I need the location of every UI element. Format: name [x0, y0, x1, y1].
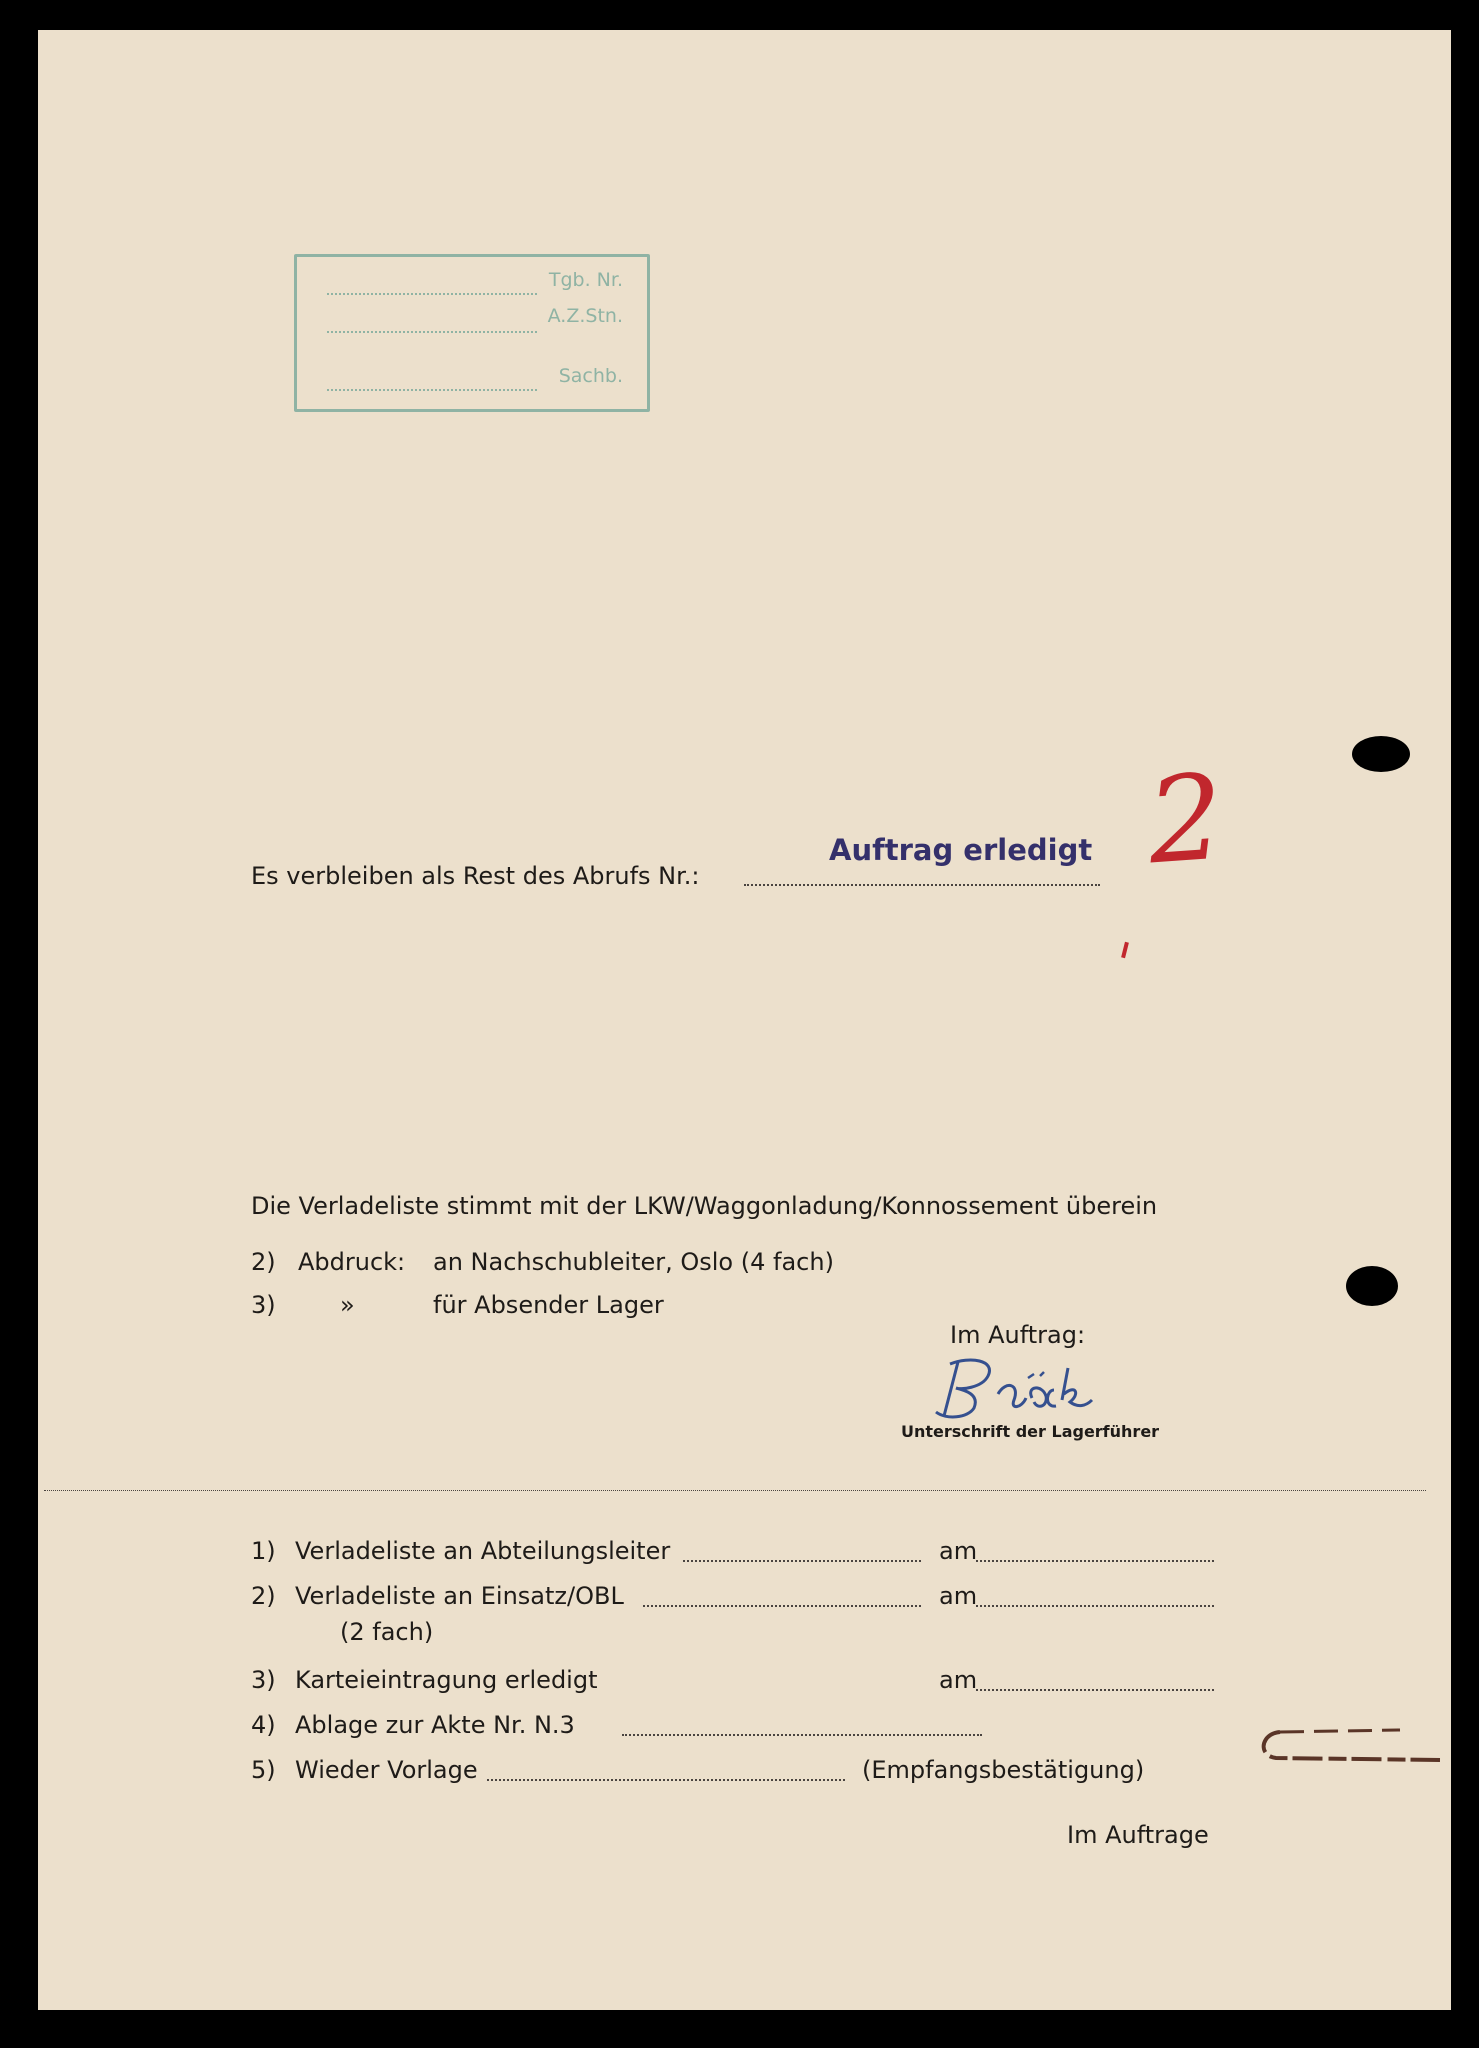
abdruck-2-label: Abdruck:: [298, 1248, 406, 1276]
list-item-1-text: Verladeliste an Abteilungsleiter: [295, 1537, 671, 1565]
footer-im-auftrage: Im Auftrage: [1067, 1821, 1209, 1849]
list-item-1-field: [683, 1560, 921, 1562]
list-item-3-text: Karteieintragung erledigt: [295, 1666, 598, 1694]
list-item-5-num: 5): [251, 1756, 276, 1784]
list-item-2-field: [643, 1605, 921, 1607]
margin-bracket-mark: [1250, 1722, 1450, 1770]
document-page: [38, 30, 1451, 2010]
list-item-2-text: Verladeliste an Einsatz/OBL: [295, 1582, 624, 1610]
rest-number-field: [744, 884, 1100, 886]
red-handwritten-mark: 2: [1143, 747, 1228, 891]
list-item-2-date-field: [976, 1605, 1214, 1607]
list-item-3-date-field: [976, 1689, 1214, 1691]
list-item-5-suffix: (Empfangsbestätigung): [862, 1756, 1145, 1784]
list-item-3-num: 3): [251, 1666, 276, 1694]
abdruck-3-label: »: [340, 1291, 355, 1319]
list-item-1-date-field: [976, 1560, 1214, 1562]
abdruck-2-text: an Nachschubleiter, Oslo (4 fach): [433, 1248, 834, 1276]
list-item-5-text: Wieder Vorlage: [295, 1756, 478, 1784]
stamp-line-3: Sachb.: [558, 365, 623, 387]
stamp-line-2: A.Z.Stn.: [547, 305, 623, 327]
list-item-4-text: Ablage zur Akte Nr. N.3: [295, 1711, 575, 1739]
signature-caption: Unterschrift der Lagerführer: [901, 1422, 1160, 1441]
cut-line: [44, 1490, 1426, 1491]
list-item-1-am: am: [939, 1537, 978, 1565]
list-item-2-num: 2): [251, 1582, 276, 1610]
signature: [930, 1350, 1140, 1430]
list-item-3-am: am: [939, 1666, 978, 1694]
abdruck-3-text: für Absender Lager: [433, 1291, 664, 1319]
list-item-5-field: [487, 1779, 845, 1781]
registry-stamp: [294, 254, 650, 412]
list-item-4-num: 4): [251, 1711, 276, 1739]
list-item-1-num: 1): [251, 1537, 276, 1565]
rest-label: Es verbleiben als Rest des Abrufs Nr.:: [251, 862, 700, 890]
punch-hole-top: [1352, 736, 1410, 772]
stamp-line-1: Tgb. Nr.: [548, 269, 623, 291]
abdruck-2-num: 2): [251, 1248, 276, 1276]
list-item-2-sub: (2 fach): [340, 1618, 434, 1646]
list-item-2-am: am: [939, 1582, 978, 1610]
punch-hole-bottom: [1346, 1266, 1398, 1306]
im-auftrag-label: Im Auftrag:: [950, 1321, 1086, 1349]
abdruck-3-num: 3): [251, 1291, 276, 1319]
list-item-4-field: [622, 1734, 982, 1736]
auftrag-erledigt-stamp: Auftrag erledigt: [829, 833, 1093, 867]
verladeliste-statement: Die Verladeliste stimmt mit der LKW/Waggonladung/Konnossement überein: [251, 1192, 1158, 1220]
